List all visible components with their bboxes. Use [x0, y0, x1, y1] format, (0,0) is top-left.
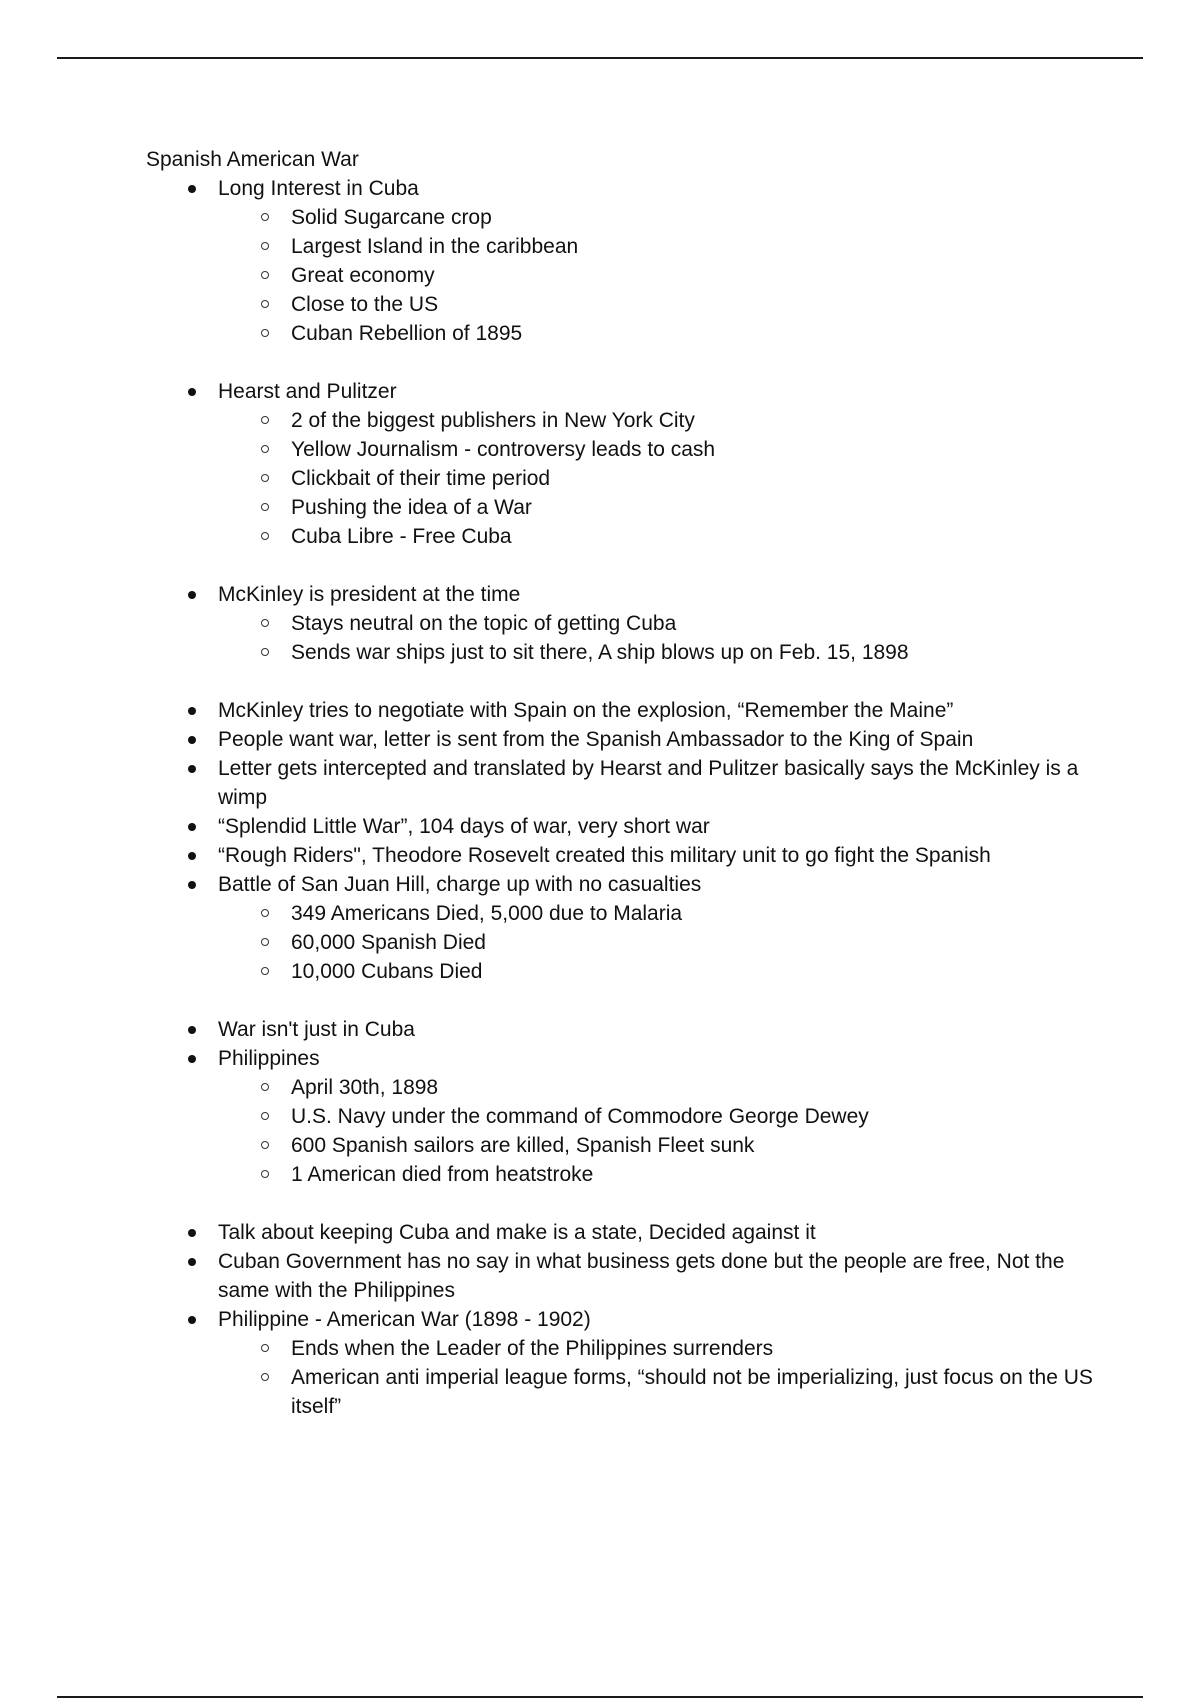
document-title: Spanish American War: [146, 148, 359, 171]
list-item-text: “Rough Riders", Theodore Rosevelt created this military unit to go fight the Spanish: [218, 844, 991, 867]
hollow-circle-bullet-icon: [261, 1112, 269, 1120]
sub-list-item-text: Stays neutral on the topic of getting Cuba: [291, 612, 677, 635]
sub-list-item: [291, 290, 1106, 319]
hollow-circle-bullet-icon: [261, 1344, 269, 1352]
sub-list-item: [291, 1160, 1106, 1189]
sub-list-item: [291, 609, 1106, 638]
sub-list-item: [291, 435, 1106, 464]
sub-list-item-text: Largest Island in the caribbean: [291, 235, 579, 258]
list-item: [218, 174, 1106, 348]
hollow-circle-bullet-icon: [261, 532, 269, 540]
sub-list-item: [291, 957, 1106, 986]
sub-list-item: [291, 1131, 1106, 1160]
list-item: [218, 1015, 1106, 1044]
filled-circle-bullet-icon: [188, 388, 196, 396]
list-item: [218, 725, 1106, 754]
sub-list-item-text: 2 of the biggest publishers in New York City: [291, 409, 695, 432]
sub-list-item-text: Ends when the Leader of the Philippines surrenders: [291, 1337, 774, 1360]
hollow-circle-bullet-icon: [261, 1083, 269, 1091]
list-item: [218, 1305, 1106, 1421]
filled-circle-bullet-icon: [188, 1055, 196, 1063]
sub-list-item: [291, 1102, 1106, 1131]
list-item: [218, 1044, 1106, 1189]
hollow-circle-bullet-icon: [261, 1141, 269, 1149]
sub-list-item-text: U.S. Navy under the command of Commodore George Dewey: [291, 1105, 869, 1128]
list-item-text: Philippines: [218, 1047, 320, 1070]
hollow-circle-bullet-icon: [261, 242, 269, 250]
sub-list-item: [291, 493, 1106, 522]
sub-list: [218, 609, 1106, 667]
list-item-text: Letter gets intercepted and translated by Hearst and Pulitzer basically says the McKinley is a wimp: [218, 757, 1079, 809]
sub-list-item: [291, 261, 1106, 290]
sub-list-item: [291, 522, 1106, 551]
sub-list-item-text: Yellow Journalism - controversy leads to cash: [291, 438, 716, 461]
sub-list-item-text: Close to the US: [291, 293, 439, 316]
hollow-circle-bullet-icon: [261, 416, 269, 424]
hollow-circle-bullet-icon: [261, 619, 269, 627]
sub-list-item-text: Pushing the idea of a War: [291, 496, 532, 519]
list-item-text: “Splendid Little War”, 104 days of war, very short war: [218, 815, 710, 838]
filled-circle-bullet-icon: [188, 881, 196, 889]
list-item: [218, 377, 1106, 551]
sub-list-item-text: Cuban Rebellion of 1895: [291, 322, 523, 345]
hollow-circle-bullet-icon: [261, 938, 269, 946]
list-item: [218, 841, 1106, 870]
sub-list-item-text: Clickbait of their time period: [291, 467, 551, 490]
sub-list-item-text: Cuba Libre - Free Cuba: [291, 525, 512, 548]
sub-list-item: [291, 406, 1106, 435]
sub-list: [218, 899, 1106, 986]
list-item-text: Philippine - American War (1898 - 1902): [218, 1308, 591, 1331]
hollow-circle-bullet-icon: [261, 1373, 269, 1381]
hollow-circle-bullet-icon: [261, 648, 269, 656]
hollow-circle-bullet-icon: [261, 503, 269, 511]
list-item-text: McKinley is president at the time: [218, 583, 521, 606]
filled-circle-bullet-icon: [188, 1026, 196, 1034]
outline-list: [146, 174, 1106, 1421]
header-rule: [57, 57, 1143, 59]
list-item: [218, 1218, 1106, 1247]
filled-circle-bullet-icon: [188, 1316, 196, 1324]
sub-list: [218, 1073, 1106, 1189]
filled-circle-bullet-icon: [188, 736, 196, 744]
hollow-circle-bullet-icon: [261, 967, 269, 975]
list-item-text: Hearst and Pulitzer: [218, 380, 397, 403]
sub-list: [218, 203, 1106, 348]
filled-circle-bullet-icon: [188, 1258, 196, 1266]
sub-list-item-text: 60,000 Spanish Died: [291, 931, 486, 954]
sub-list-item: [291, 638, 1106, 667]
list-item: [218, 1247, 1106, 1305]
filled-circle-bullet-icon: [188, 852, 196, 860]
sub-list-item: [291, 1073, 1106, 1102]
list-item: [218, 812, 1106, 841]
filled-circle-bullet-icon: [188, 185, 196, 193]
filled-circle-bullet-icon: [188, 1229, 196, 1237]
list-item-text: Cuban Government has no say in what business gets done but the people are free, Not the same with the Philippines: [218, 1250, 1065, 1302]
filled-circle-bullet-icon: [188, 707, 196, 715]
list-item-text: Long Interest in Cuba: [218, 177, 419, 200]
sub-list-item-text: Great economy: [291, 264, 435, 287]
hollow-circle-bullet-icon: [261, 271, 269, 279]
hollow-circle-bullet-icon: [261, 329, 269, 337]
sub-list-item: [291, 1363, 1106, 1421]
sub-list-item: [291, 1334, 1106, 1363]
sub-list-item-text: 1 American died from heatstroke: [291, 1163, 594, 1186]
list-item: [218, 696, 1106, 725]
hollow-circle-bullet-icon: [261, 1170, 269, 1178]
hollow-circle-bullet-icon: [261, 213, 269, 221]
sub-list-item-text: 600 Spanish sailors are killed, Spanish Fleet sunk: [291, 1134, 755, 1157]
sub-list-item-text: American anti imperial league forms, “should not be imperializing, just focus on the US itself”: [291, 1366, 1093, 1418]
sub-list-item-text: Sends war ships just to sit there, A ship blows up on Feb. 15, 1898: [291, 641, 909, 664]
filled-circle-bullet-icon: [188, 591, 196, 599]
list-item: [218, 754, 1106, 812]
sub-list-item: [291, 319, 1106, 348]
list-item-text: People want war, letter is sent from the Spanish Ambassador to the King of Spain: [218, 728, 974, 751]
document-body: [146, 145, 1106, 1421]
hollow-circle-bullet-icon: [261, 909, 269, 917]
footer-rule: [57, 1696, 1143, 1698]
sub-list-item-text: April 30th, 1898: [291, 1076, 439, 1099]
hollow-circle-bullet-icon: [261, 300, 269, 308]
hollow-circle-bullet-icon: [261, 474, 269, 482]
list-item-text: Battle of San Juan Hill, charge up with no casualties: [218, 873, 702, 896]
filled-circle-bullet-icon: [188, 823, 196, 831]
sub-list-item-text: Solid Sugarcane crop: [291, 206, 492, 229]
list-item-text: War isn't just in Cuba: [218, 1018, 415, 1041]
sub-list-item: [291, 203, 1106, 232]
list-item-text: McKinley tries to negotiate with Spain on the explosion, “Remember the Maine”: [218, 699, 954, 722]
sub-list: [218, 1334, 1106, 1421]
list-item: [218, 580, 1106, 667]
sub-list-item: [291, 232, 1106, 261]
sub-list: [218, 406, 1106, 551]
list-item-text: Talk about keeping Cuba and make is a state, Decided against it: [218, 1221, 816, 1244]
list-item: [218, 870, 1106, 986]
sub-list-item-text: 10,000 Cubans Died: [291, 960, 483, 983]
filled-circle-bullet-icon: [188, 765, 196, 773]
sub-list-item: [291, 928, 1106, 957]
hollow-circle-bullet-icon: [261, 445, 269, 453]
sub-list-item-text: 349 Americans Died, 5,000 due to Malaria: [291, 902, 683, 925]
sub-list-item: [291, 899, 1106, 928]
sub-list-item: [291, 464, 1106, 493]
